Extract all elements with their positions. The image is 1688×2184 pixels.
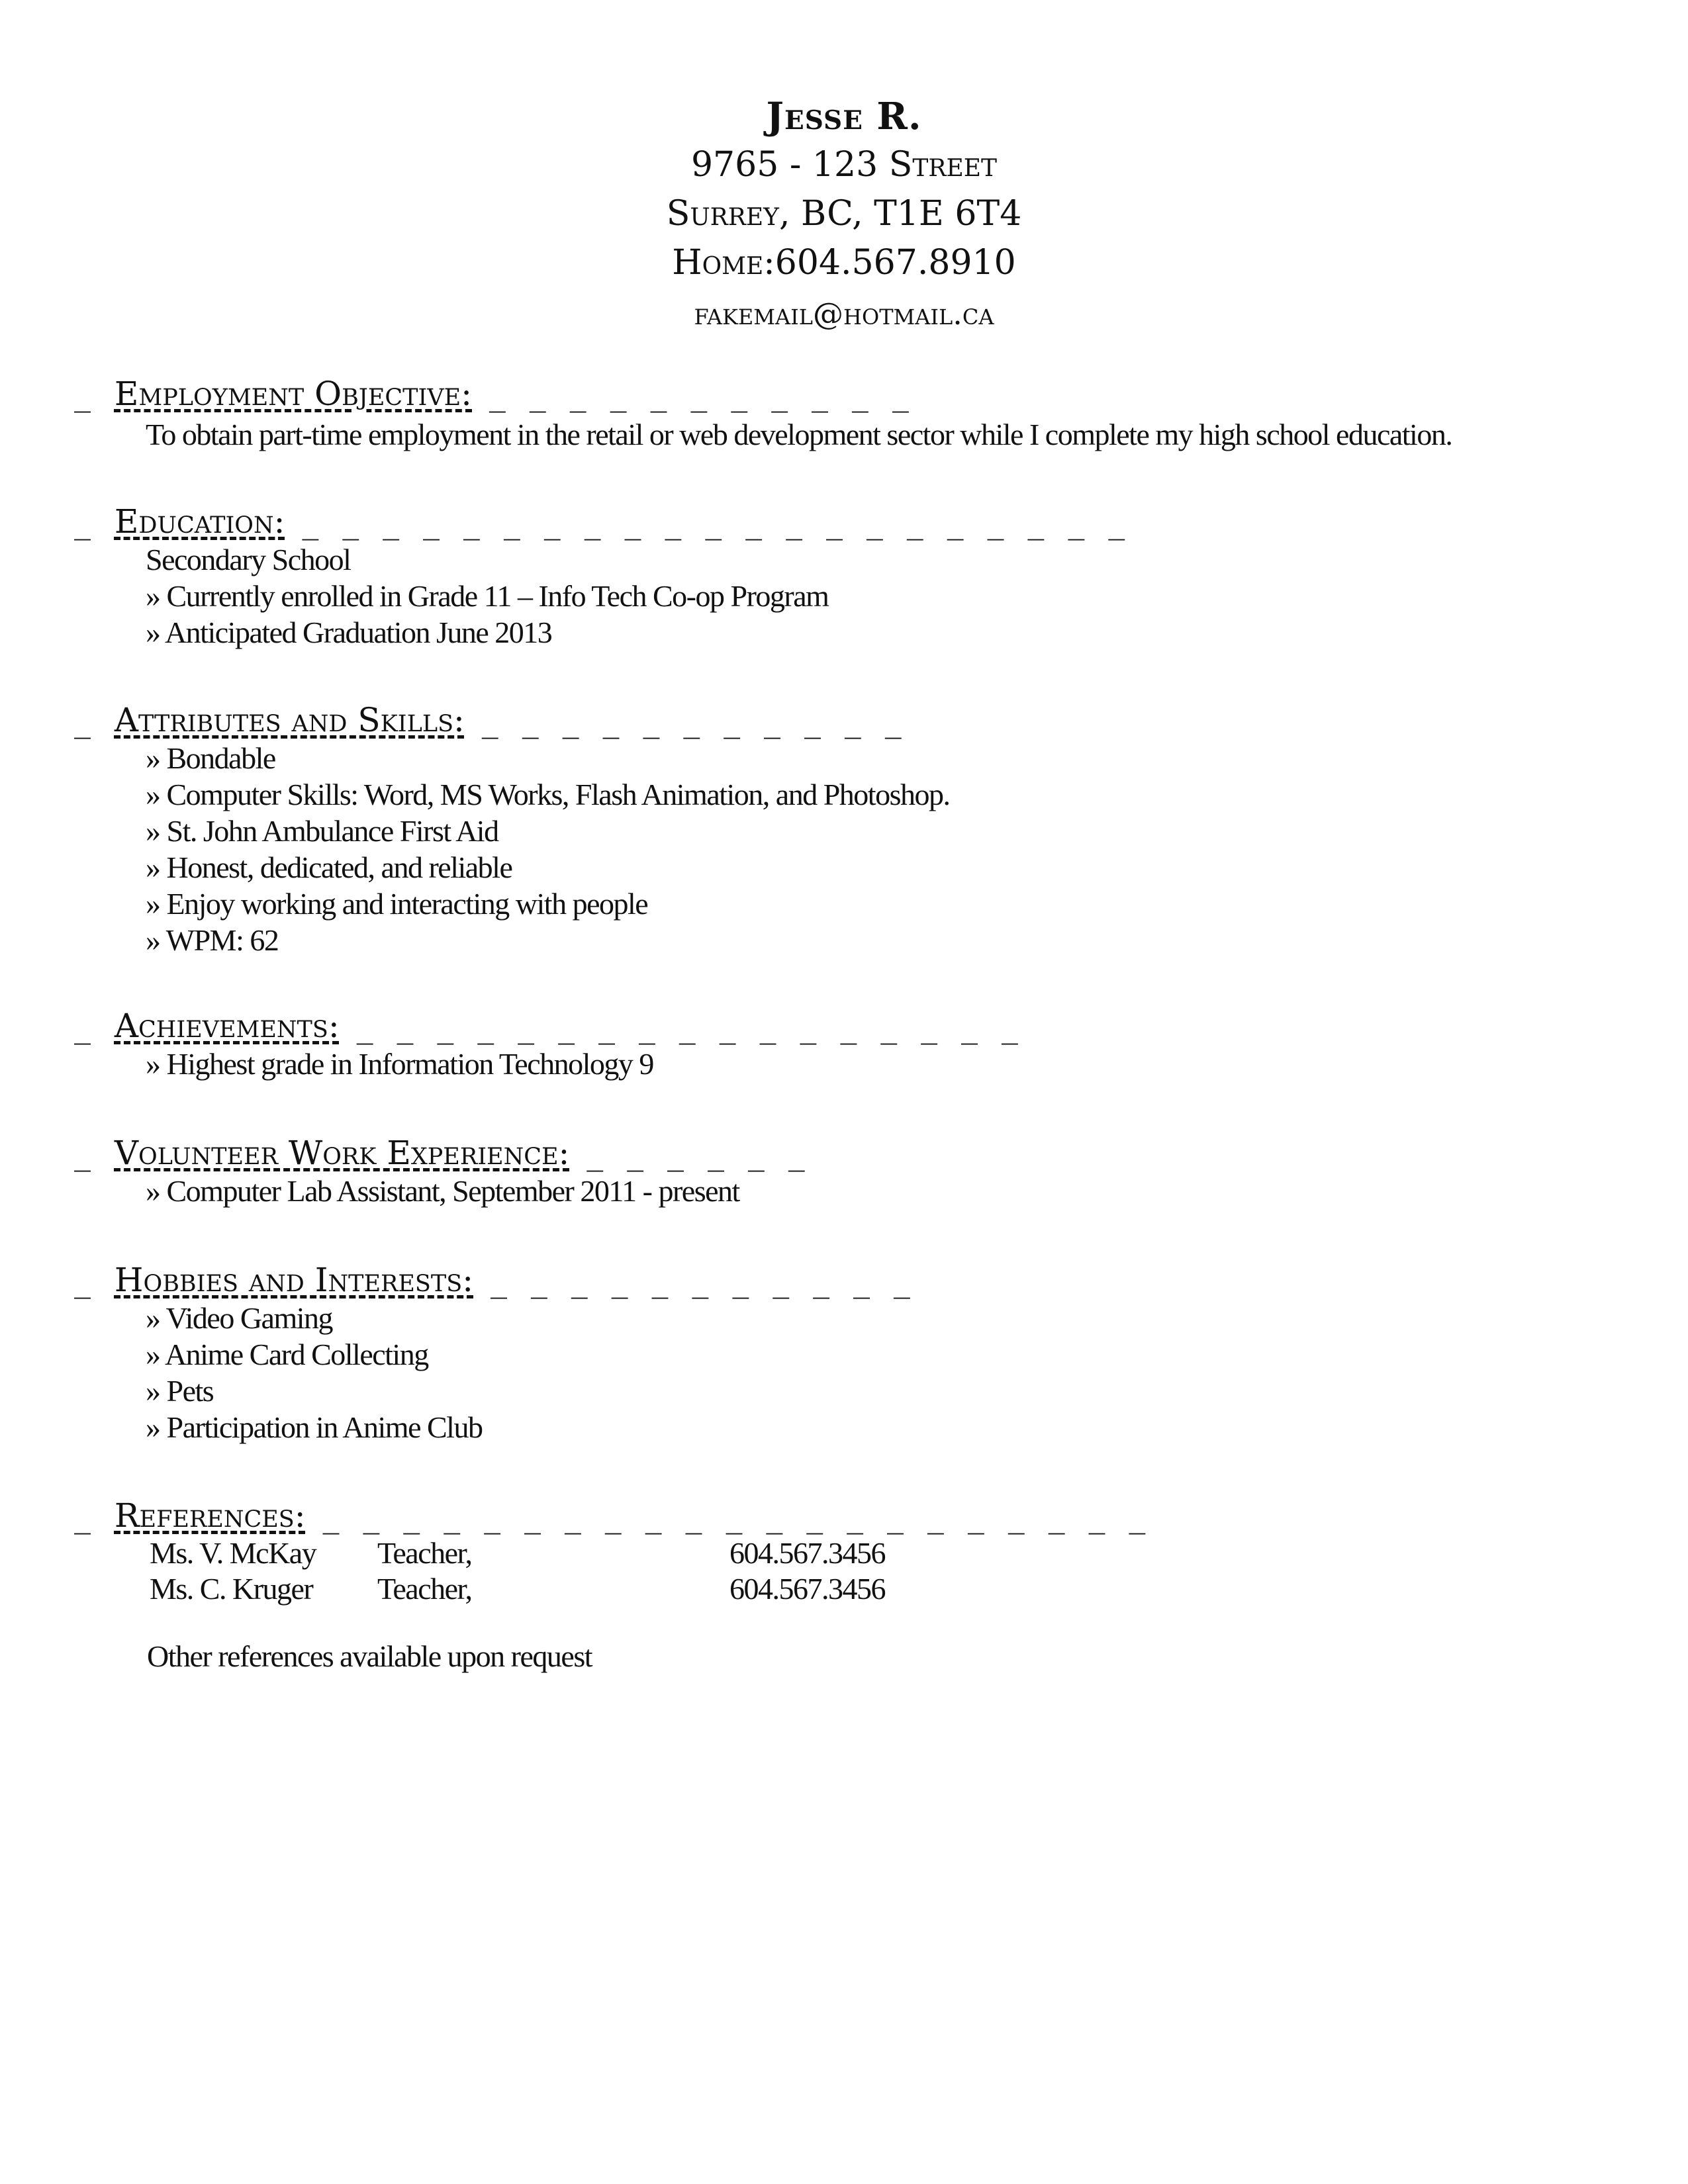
list-item: » Currently enrolled in Grade 11 – Info Tech Co-op Program (146, 579, 829, 613)
list-item: » WPM: 62 (146, 923, 279, 957)
section-achievements (74, 1006, 1398, 1082)
applicant-name: Jesse R. (766, 95, 922, 138)
section-skills (74, 700, 1398, 958)
list-item: » Highest grade in Information Technology 9 (146, 1047, 653, 1081)
section-title: Hobbies and Interests: (114, 1261, 474, 1299)
section-objective (74, 374, 1452, 453)
list-item: » Anticipated Graduation June 2013 (146, 615, 552, 649)
section-title: Achievements: (114, 1007, 340, 1045)
list-item: » Video Gaming (146, 1301, 333, 1335)
list-item: » Anime Card Collecting (146, 1338, 428, 1371)
street-address: 9765 - 123 Street (690, 145, 998, 185)
list-item: Secondary School (146, 543, 351, 576)
list-item: » Computer Skills: Word, MS Works, Flash Animation, and Photoshop. (146, 778, 950, 811)
section-hobbies (74, 1260, 1398, 1445)
references-table (74, 1535, 1398, 1674)
section-heading: _ Attributes and Skills: _ _ _ _ _ _ _ _ _ _ _ (74, 701, 908, 739)
section-volunteer (74, 1133, 1398, 1209)
section-title: Attributes and Skills: (114, 701, 465, 739)
section-title: Volunteer Work Experience: (114, 1134, 570, 1172)
list-item: » Participation in Anime Club (146, 1410, 483, 1444)
resume-header (0, 93, 1688, 339)
objective-text: To obtain part-time employment in the retail or web development sector while I complete my high school education. (146, 418, 1452, 451)
section-title: References: (114, 1496, 306, 1535)
section-heading: _ References: _ _ _ _ _ _ _ _ _ _ _ _ _ _ _ _ _ _ _ _ _ (74, 1496, 1152, 1535)
references-note: Other references available upon request (147, 1639, 592, 1673)
table-row (147, 1571, 1398, 1607)
section-heading: _ Education: _ _ _ _ _ _ _ _ _ _ _ _ _ _ _ _ _ _ _ _ _ (74, 502, 1132, 541)
list-item: » Pets (146, 1374, 214, 1408)
reference-phone: 604.567.3456 (729, 1572, 885, 1606)
list-item: » Computer Lab Assistant, September 2011 - present (146, 1174, 739, 1208)
table-row (147, 1535, 1398, 1571)
section-heading: _ Employment Objective: _ _ _ _ _ _ _ _ _ _ _ (74, 375, 915, 413)
list-item: » Honest, dedicated, and reliable (146, 850, 512, 884)
reference-name: Ms. C. Kruger (150, 1572, 313, 1606)
city-postal: Surrey, BC, T1E 6T4 (666, 194, 1022, 234)
reference-role: Teacher, (377, 1572, 472, 1606)
section-heading: _ Volunteer Work Experience: _ _ _ _ _ _ (74, 1134, 812, 1172)
email-address: fakemail@hotmail.ca (694, 296, 994, 332)
reference-role: Teacher, (377, 1536, 472, 1570)
section-title: Employment Objective: (114, 375, 472, 413)
list-item: » St. John Ambulance First Aid (146, 814, 498, 848)
section-title: Education: (114, 502, 285, 541)
home-phone: Home:604.567.8910 (672, 243, 1016, 283)
section-heading: _ Hobbies and Interests: _ _ _ _ _ _ _ _ _ _ _ (74, 1261, 917, 1299)
section-education (74, 502, 1398, 651)
section-heading: _ Achievements: _ _ _ _ _ _ _ _ _ _ _ _ _ _ _ _ _ (74, 1007, 1025, 1045)
reference-phone: 604.567.3456 (729, 1536, 885, 1570)
list-item: » Enjoy working and interacting with people (146, 887, 648, 921)
section-references (74, 1496, 1398, 1674)
list-item: » Bondable (146, 741, 275, 775)
reference-name: Ms. V. McKay (150, 1536, 316, 1570)
